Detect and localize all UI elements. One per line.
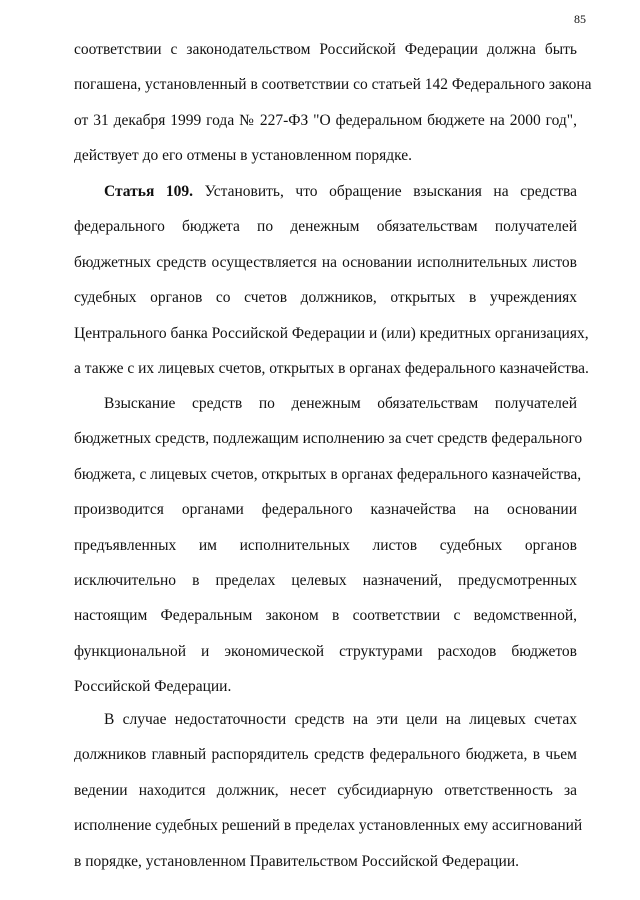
text-line: а также с их лицевых счетов, открытых в органах федерального казначейства. xyxy=(74,360,589,378)
paragraph-continuation xyxy=(74,32,592,174)
text-line: производится органами федерального казначейства на основании xyxy=(74,501,577,519)
text-line: погашена, установленный в соответствии со статьей 142 Федерального закона xyxy=(74,76,592,94)
text-line: функциональной и экономической структурами расходов бюджетов xyxy=(74,642,577,660)
text-line-fragment: Установить, что обращение взыскания на средства xyxy=(193,183,577,200)
recovery-paragraph xyxy=(74,386,583,705)
text-line: от 31 декабря 1999 года № 227-ФЗ "О федеральном бюджете на 2000 год", xyxy=(74,111,577,129)
text-line: федерального бюджета по денежным обязательствам получателей xyxy=(74,218,577,236)
text-line: бюджета, с лицевых счетов, открытых в органах федерального казначейства, xyxy=(74,465,582,483)
text-line: Российской Федерации. xyxy=(74,678,232,696)
insufficiency-paragraph xyxy=(74,702,583,879)
page-number: 85 xyxy=(574,12,586,26)
article-109-paragraph xyxy=(74,174,589,386)
text-line: бюджетных средств, подлежащим исполнению за счет средств федерального xyxy=(74,430,583,448)
text-line: в порядке, установленном Правительством Российской Федерации. xyxy=(74,852,519,870)
article-label: Статья 109. xyxy=(104,183,194,200)
text-line: исключительно в пределах целевых назначений, предусмотренных xyxy=(74,572,577,590)
text-line: настоящим Федеральным законом в соответствии с ведомственной, xyxy=(74,607,577,625)
text-line: предъявленных им исполнительных листов судебных органов xyxy=(74,536,577,554)
text-line xyxy=(74,174,577,209)
text-line: исполнение судебных решений в пределах установленных ему ассигнований xyxy=(74,817,583,835)
text-line: судебных органов со счетов должников, открытых в учреждениях xyxy=(74,289,577,307)
text-line: бюджетных средств осуществляется на основании исполнительных листов xyxy=(74,253,577,271)
text-line: Центрального банка Российской Федерации и (или) кредитных организациях, xyxy=(74,324,589,342)
text-line: действует до его отмены в установленном порядке. xyxy=(74,147,413,165)
text-line: В случае недостаточности средств на эти цели на лицевых счетах xyxy=(104,711,577,728)
text-line: Взыскание средств по денежным обязательствам получателей xyxy=(104,395,577,412)
text-line: должников главный распорядитель средств федерального бюджета, в чьем xyxy=(74,746,577,764)
text-line: ведении находится должник, несет субсидиарную ответственность за xyxy=(74,781,577,799)
text-line: соответствии с законодательством Российской Федерации должна быть xyxy=(74,41,577,58)
